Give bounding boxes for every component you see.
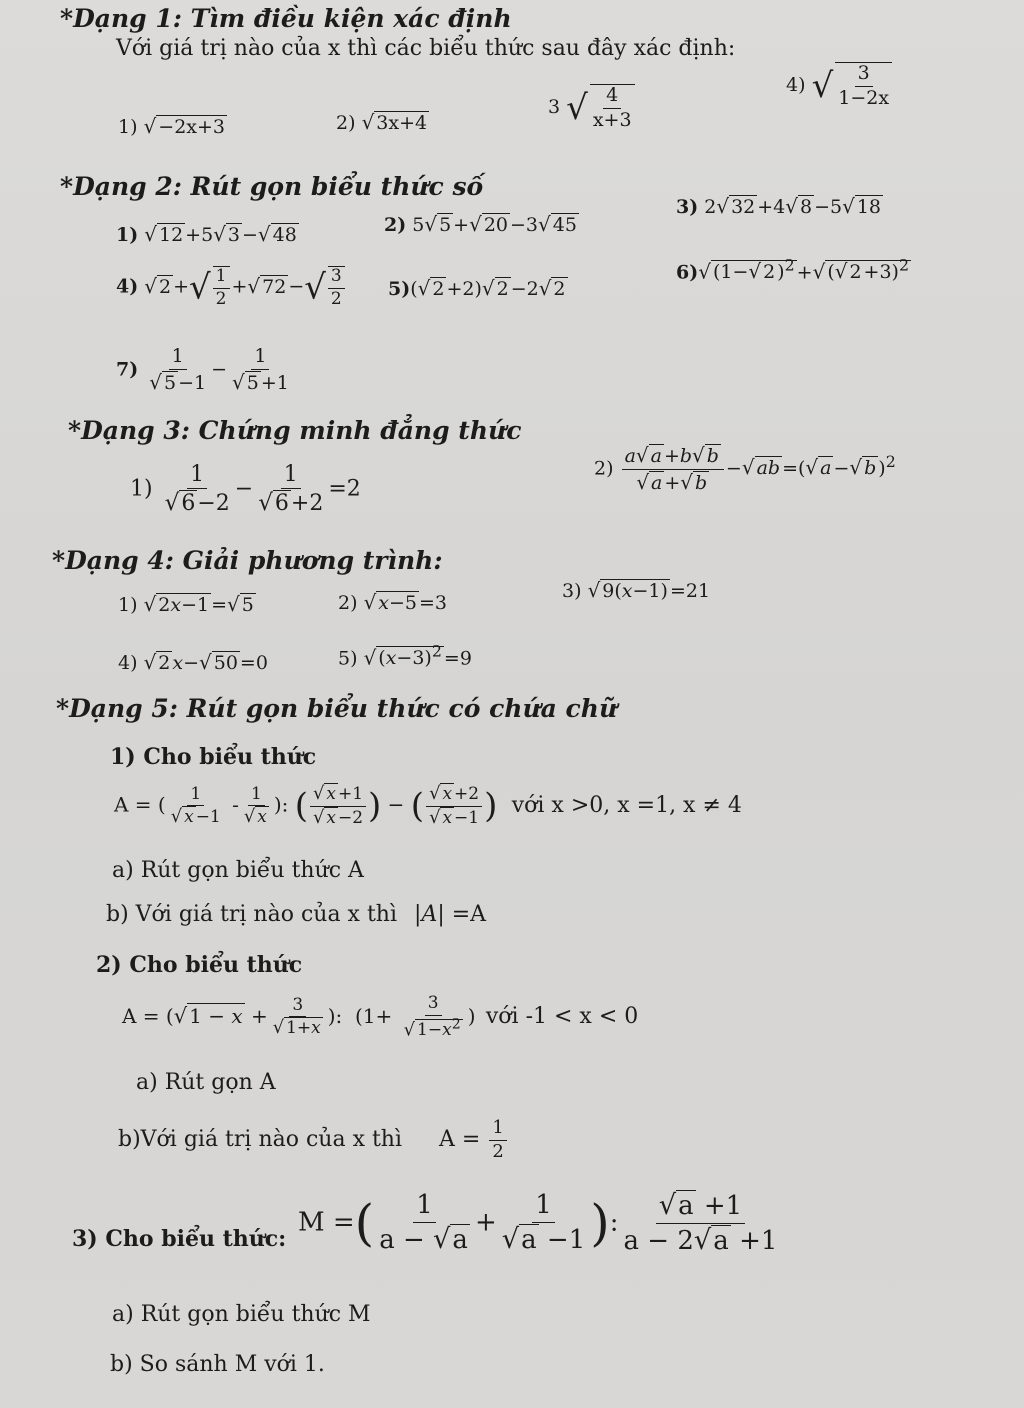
problem-3-expression: M =( $\frac{1}{a - √a}$ + $\frac{1}{√a -1}$ ): $\frac{√a +1}{a - 2√a +1}$	[298, 1190, 778, 1256]
section-5-heading: *Dạng 5: Rút gọn biểu thức có chứa chữ	[56, 694, 618, 723]
d2-item-2: 2) 5√ 5 +√ 20 −3√ 45	[384, 212, 577, 236]
problem-1-part-a: a) Rút gọn biểu thức A	[112, 858, 364, 883]
d2-item-1: 1) √ 12 +5√ 3 −√ 48	[116, 222, 297, 246]
section-3-heading: *Dạng 3: Chứng minh đẳng thức	[68, 416, 522, 445]
d4-item-4: 4) √ 2 x−√ 50 =0	[118, 650, 268, 674]
d2-item-6: 6)√ (1−√ 2 )$^2$ +√ (√ 2 +3)$^2$	[676, 256, 910, 284]
problem-1-title: 1) Cho biểu thức	[110, 744, 317, 770]
problem-2-condition: với -1 < x < 0	[485, 1003, 639, 1029]
section-1-heading: *Dạng 1: Tìm điều kiện xác định	[60, 4, 512, 33]
d2-item-4: 4) √ 2 +√ $\frac{1}{2}$ +√ 72 −√ $\frac{3}{2}$	[116, 266, 347, 309]
d2-item-7: 7) $\frac{1}{√ 5 -1}$ − $\frac{1}{√ 5 +1}$	[116, 345, 289, 394]
problem-3-part-a: a) Rút gọn biểu thức M	[112, 1302, 371, 1327]
section-4-heading: *Dạng 4: Giải phương trình:	[52, 546, 443, 575]
problem-1-expression: A = ( $\frac{1}{√ x -1}$ - $\frac{1}{√ x}$ ): ( $\frac{√ x +1}{√ x -2}$ ) − ( $\frac{√ x +2}{√ x -1}$ ) với x >0, x =1, x ≠ 4	[114, 783, 742, 828]
d2-item-5: 5)(√ 2 +2)√ 2 −2√ 2	[388, 276, 566, 300]
problem-1-condition: với x >0, x =1, x ≠ 4	[511, 792, 742, 818]
d4-item-5: 5) √ $(x-3)^2 =9$	[338, 642, 472, 670]
problem-3-title: 3) Cho biểu thức:	[72, 1226, 287, 1252]
section-1-intro: Với giá trị nào của x thì các biểu thức sau đây xác định:	[116, 36, 736, 61]
d1-item-2: 2) √ 3x+4	[336, 110, 428, 134]
d4-item-2: 2) √ x−5 =3	[338, 590, 448, 614]
d3-item-1: 1) $\frac{1}{√6-2}$ − $\frac{1}{√6+2}$ =2	[130, 462, 361, 517]
section-2-heading: *Dạng 2: Rút gọn biểu thức số	[60, 172, 484, 201]
d2-item-3: 3) 2√ 32 +4√ 8 −5√ 18	[676, 194, 882, 218]
d4-item-1: 1) √ 2x−1 =√ 5	[118, 592, 254, 616]
problem-2-expression: A = (√ 1 − x + $\frac{3}{√ 1+x}$ ): (1+ $\frac{3}{√ 1-x^2}$ ) với -1 < x < 0	[122, 993, 639, 1041]
problem-2-part-b: b)Với giá trị nào của x thì A = $\frac{1}{2}$	[118, 1118, 509, 1162]
d3-item-2: 2) $\frac{a√ a +b√ b}{√ a +√ b}$ −√ ab =(√ a −√ b )$^2$	[594, 443, 896, 494]
problem-2-part-a: a) Rút gọn A	[136, 1070, 276, 1095]
d1-item-1: 1) √ −2x+3	[118, 114, 226, 138]
problem-3-part-b: b) So sánh M với 1.	[110, 1352, 325, 1377]
problem-2-title: 2) Cho biểu thức	[96, 952, 303, 978]
d1-item-3: 3 √ $\frac{4}{x+3}$	[548, 84, 637, 132]
d1-item-4: 4) √ $\frac{3}{1-2x}$	[786, 62, 894, 110]
problem-1-part-b: b) Với giá trị nào của x thì |A| =A	[106, 902, 487, 927]
d4-item-3: 3) √ 9(x−1) =21	[562, 578, 711, 602]
